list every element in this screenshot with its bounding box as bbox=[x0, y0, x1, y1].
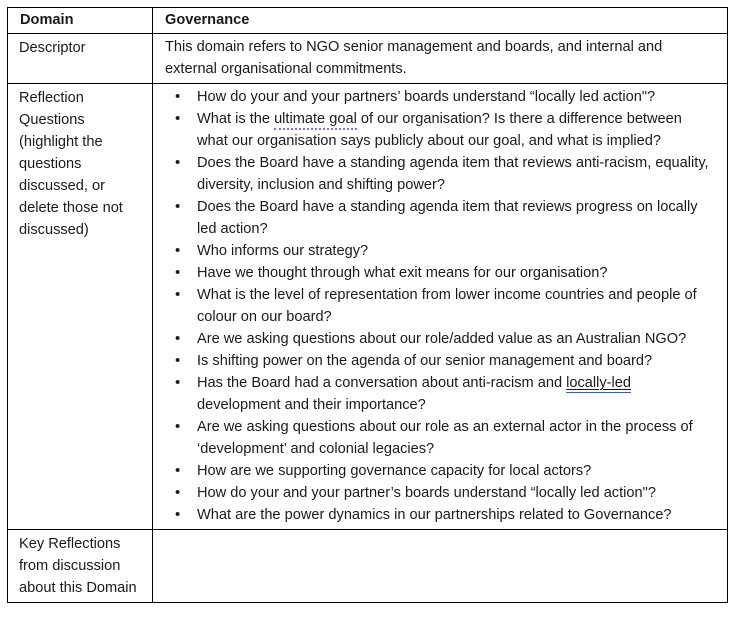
reflection-question bbox=[165, 240, 715, 262]
grammar-suggestion-double-underline[interactable]: locally-led bbox=[566, 375, 632, 391]
question-text: Is shifting power on the agenda of our senior management and board? bbox=[197, 353, 653, 369]
question-text: Are we asking questions about our role as an external actor in the process of ‘development’ and colonial legacies? bbox=[197, 419, 693, 457]
question-text: How do your and your partners’ boards understand “locally led action"? bbox=[197, 89, 656, 105]
descriptor-row-label: Descriptor bbox=[19, 40, 86, 56]
question-text: How are we supporting governance capacity for local actors? bbox=[197, 463, 592, 479]
question-text: What is the bbox=[197, 111, 275, 127]
key-reflections-row-label: Key Reflections from discussion about this Domain bbox=[19, 536, 137, 596]
governance-domain-table bbox=[7, 7, 728, 603]
question-text: Has the Board had a conversation about anti-racism and bbox=[197, 375, 567, 391]
row-label-reflection-questions[interactable] bbox=[8, 84, 153, 530]
question-text: Does the Board have a standing agenda item that reviews anti-racism, equality, diversity, inclusion and shifting power? bbox=[197, 155, 709, 193]
reflection-questions-row-label: Reflection Questions (highlight the questions discussed, or delete those not discussed) bbox=[19, 90, 123, 238]
question-text: Does the Board have a standing agenda item that reviews progress on locally led action? bbox=[197, 199, 698, 237]
question-text: Are we asking questions about our role/added value as an Australian NGO? bbox=[197, 331, 687, 347]
question-text: Who informs our strategy? bbox=[197, 243, 369, 259]
reflection-questions-row bbox=[8, 84, 728, 530]
question-text: development and their importance? bbox=[197, 397, 426, 413]
reflection-question bbox=[165, 328, 715, 350]
reflection-question bbox=[165, 262, 715, 284]
reflection-questions-cell[interactable] bbox=[153, 84, 728, 530]
reflection-question bbox=[165, 152, 715, 196]
table-header-row bbox=[8, 8, 728, 34]
reflection-question bbox=[165, 460, 715, 482]
question-text: What is the level of representation from lower income countries and people of colour on our board? bbox=[197, 287, 697, 325]
key-reflections-row bbox=[8, 530, 728, 603]
descriptor-row bbox=[8, 34, 728, 84]
reflection-question bbox=[165, 482, 715, 504]
reflection-question bbox=[165, 416, 715, 460]
reflection-question bbox=[165, 108, 715, 152]
question-text: Have we thought through what exit means for our organisation? bbox=[197, 265, 608, 281]
column-header-domain[interactable]: Domain bbox=[8, 8, 153, 34]
editor-suggestion-dotted-underline[interactable]: ultimate goal bbox=[274, 111, 357, 130]
reflection-question bbox=[165, 372, 715, 416]
reflection-question bbox=[165, 196, 715, 240]
descriptor-content-cell[interactable] bbox=[153, 34, 728, 84]
reflection-question bbox=[165, 86, 715, 108]
reflection-questions-list bbox=[165, 86, 715, 526]
reflection-question bbox=[165, 504, 715, 526]
column-header-governance[interactable]: Governance bbox=[153, 8, 728, 34]
key-reflections-input[interactable] bbox=[153, 530, 728, 603]
descriptor-text: This domain refers to NGO senior management and boards, and internal and external organisational commitments. bbox=[165, 39, 663, 77]
reflection-question bbox=[165, 350, 715, 372]
question-text: of our organisation? Is there a difference between what our organisation says publicly about our goal, and what is implied? bbox=[197, 111, 682, 149]
row-label-key-reflections[interactable] bbox=[8, 530, 153, 603]
row-label-descriptor[interactable] bbox=[8, 34, 153, 84]
question-text: How do your and your partner’s boards understand “locally led action"? bbox=[197, 485, 656, 501]
question-text: What are the power dynamics in our partnerships related to Governance? bbox=[197, 507, 672, 523]
reflection-question bbox=[165, 284, 715, 328]
